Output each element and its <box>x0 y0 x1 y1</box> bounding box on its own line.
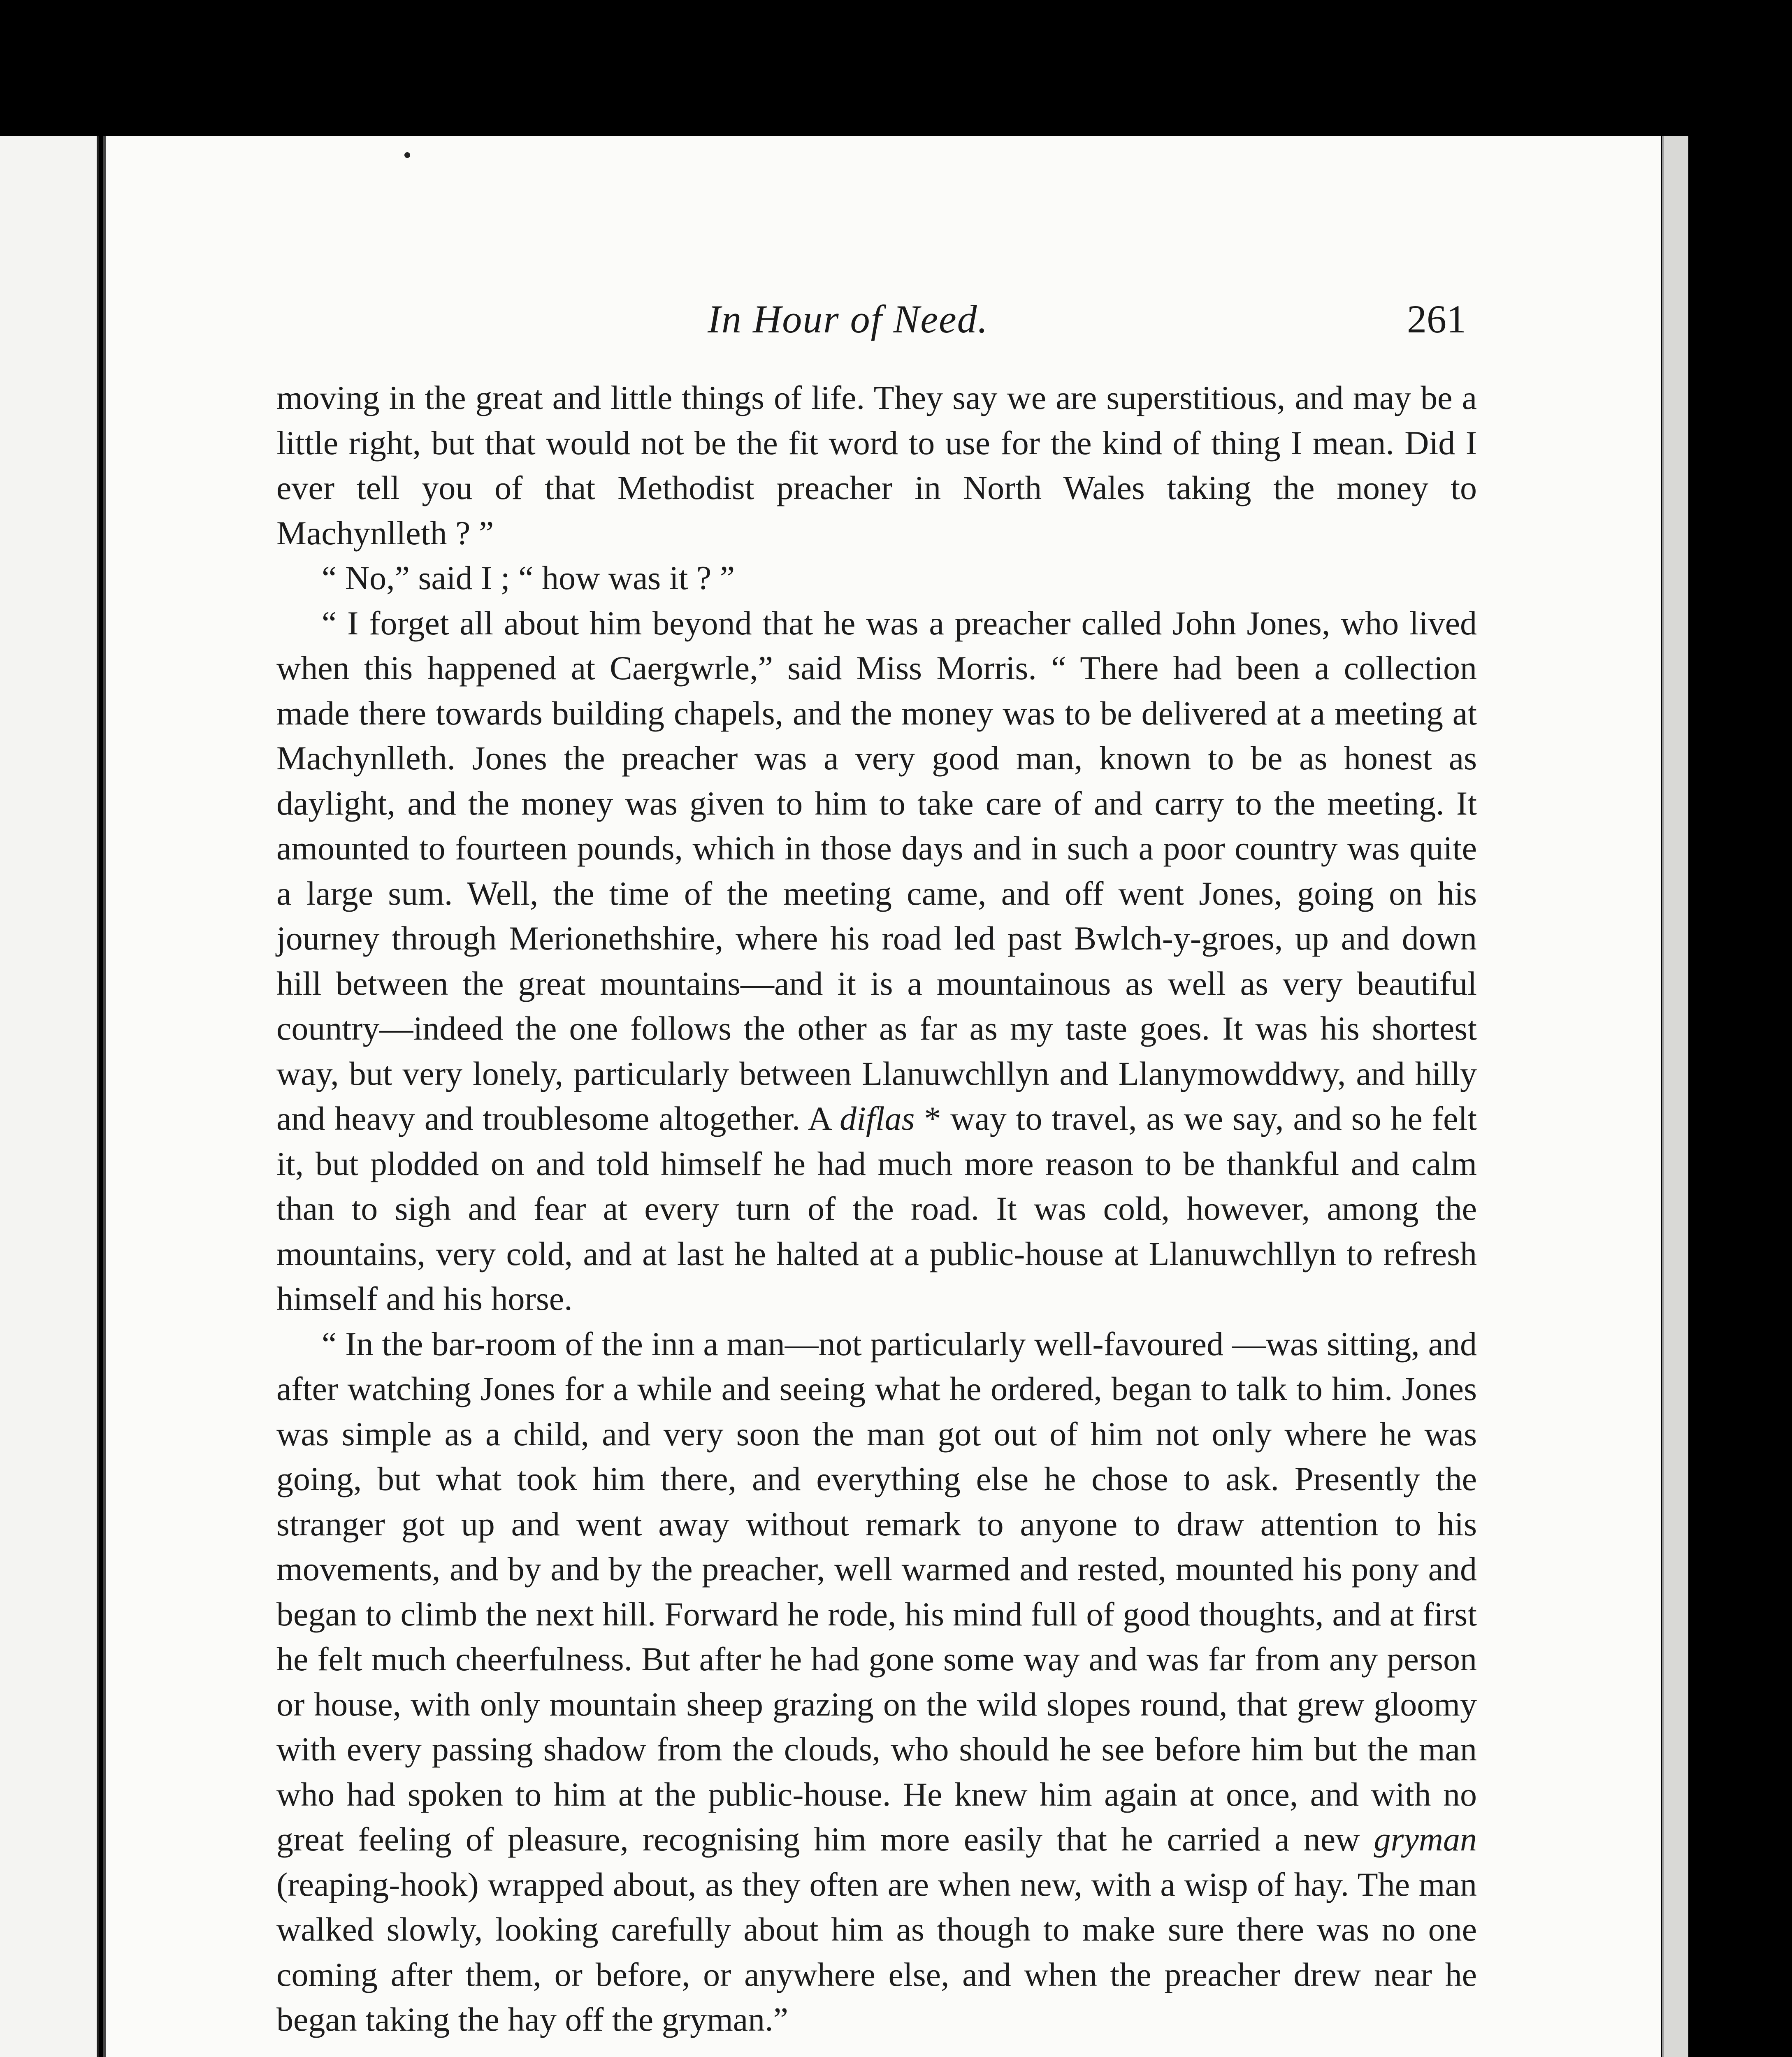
page-header <box>0 296 1792 341</box>
italic-term-diflas: diflas <box>840 1100 915 1137</box>
paragraph-3 <box>276 601 1477 1321</box>
paragraph-1: moving in the great and little things of life. They say we are superstitious, and may be a little right, but that would not be the fit word to use for the kind of thing I mean. Did I ever tell you of that Methodist preacher in North Wales taking the money to Machynlleth ? ” <box>276 379 1477 552</box>
running-title: In Hour of Need. <box>708 297 989 341</box>
body-text <box>276 375 1477 2042</box>
ink-speck <box>404 152 410 158</box>
paragraph-4-text-a: “ In the bar-room of the inn a man—not particularly well-favoured —was sitting, and after watching Jones for a while and seeing what he ordered, began to talk to him. Jones was simple as a child, and very soon the man got out of him not only where he was going, but what took him there, and everything else he chose to ask. Presently the stranger got up and went away without remark to anyone to draw attention to his movements, and by and by the preacher, well warmed and rested, mounted his pony and began to climb the next hill. Forward he rode, his mind full of good thoughts, and at first he felt much cheerfulness. But after he had gone some way and was far from any person or house, with only mountain sheep grazing on the wild slopes round, that grew gloomy with every passing shadow from the clouds, who should he see before him but the man who had spoken to him at the public-house. He knew him again at once, and with no great feeling of pleasure, recognising him more easily that he carried a new <box>276 1325 1477 1858</box>
page-stack-edge <box>1662 136 1688 2057</box>
page-number: 261 <box>1407 297 1466 341</box>
previous-page-edge <box>0 136 99 2057</box>
paragraph-4 <box>276 1321 1477 2042</box>
paragraph-3-text-b: * way to travel, as we say, and so he felt it, but plodded on and told himself he had much more reason to be thankful and calm than to sigh and fear at every turn of the road. It was cold, however, among the mountains, very cold, and at last he halted at a public-house at Llanuwchllyn to refresh himself and his horse. <box>276 1100 1477 1317</box>
paragraph-3-text-a: “ I forget all about him beyond that he was a preacher called John Jones, who lived when this happened at Caergwrle,” said Miss Morris. “ There had been a collection made there towards building chapels, and the money was to be delivered at a meeting at Machynlleth. Jones the preacher was a very good man, known to be as honest as daylight, and the money was given to him to take care of and carry to the meeting. It amounted to fourteen pounds, which in those days and in such a poor country was quite a large sum. Well, the time of the meeting came, and off went Jones, going on his journey through Merionethshire, where his road led past Bwlch-y-groes, up and down hill between the great mountains—and it is a mountainous as well as very beautiful country—indeed the one follows the other as far as my taste goes. It was his shortest way, but very lonely, particularly between Llanuwchllyn and Llanymowddwy, and hilly and heavy and troublesome altogether. A <box>276 604 1477 1137</box>
paragraph-4-text-b: (reaping-hook) wrapped about, as they often are when new, with a wisp of hay. The man walked slowly, looking carefully about him as though to make sure there was no one coming after them, or before, or anywhere else, and when the preacher drew near he began taking the hay off the gryman.” <box>276 1865 1477 2038</box>
italic-term-gryman: gryman <box>1374 1820 1477 1858</box>
paragraph-2: “ No,” said I ; “ how was it ? ” <box>322 559 735 597</box>
